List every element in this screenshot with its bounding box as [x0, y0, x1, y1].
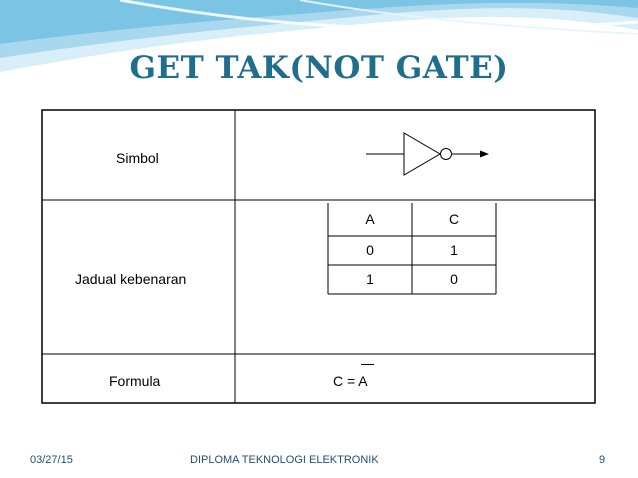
formula	[333, 373, 368, 389]
truth-table-cell: 0	[366, 242, 374, 258]
truth-table-header-c: C	[448, 211, 460, 227]
formula-overbar	[361, 364, 374, 365]
formula-lhs: C =	[333, 373, 359, 389]
row-label-symbol: Simbol	[116, 150, 159, 166]
truth-table-cell: 1	[366, 271, 374, 287]
footer-date: 03/27/15	[30, 454, 73, 466]
footer-center-text: DIPLOMA TEKNOLOGI ELEKTRONIK	[190, 454, 379, 466]
row-label-truth-table: Jadual kebenaran	[75, 271, 187, 287]
formula-variable: A	[358, 373, 368, 389]
truth-table-cell: 1	[450, 242, 458, 258]
truth-table-header-a: A	[365, 211, 375, 227]
truth-table-cell: 0	[450, 271, 458, 287]
row-label-formula: Formula	[109, 373, 161, 389]
slide-title: GET TAK(NOT GATE)	[129, 50, 509, 86]
footer-page-number: 9	[599, 454, 606, 466]
